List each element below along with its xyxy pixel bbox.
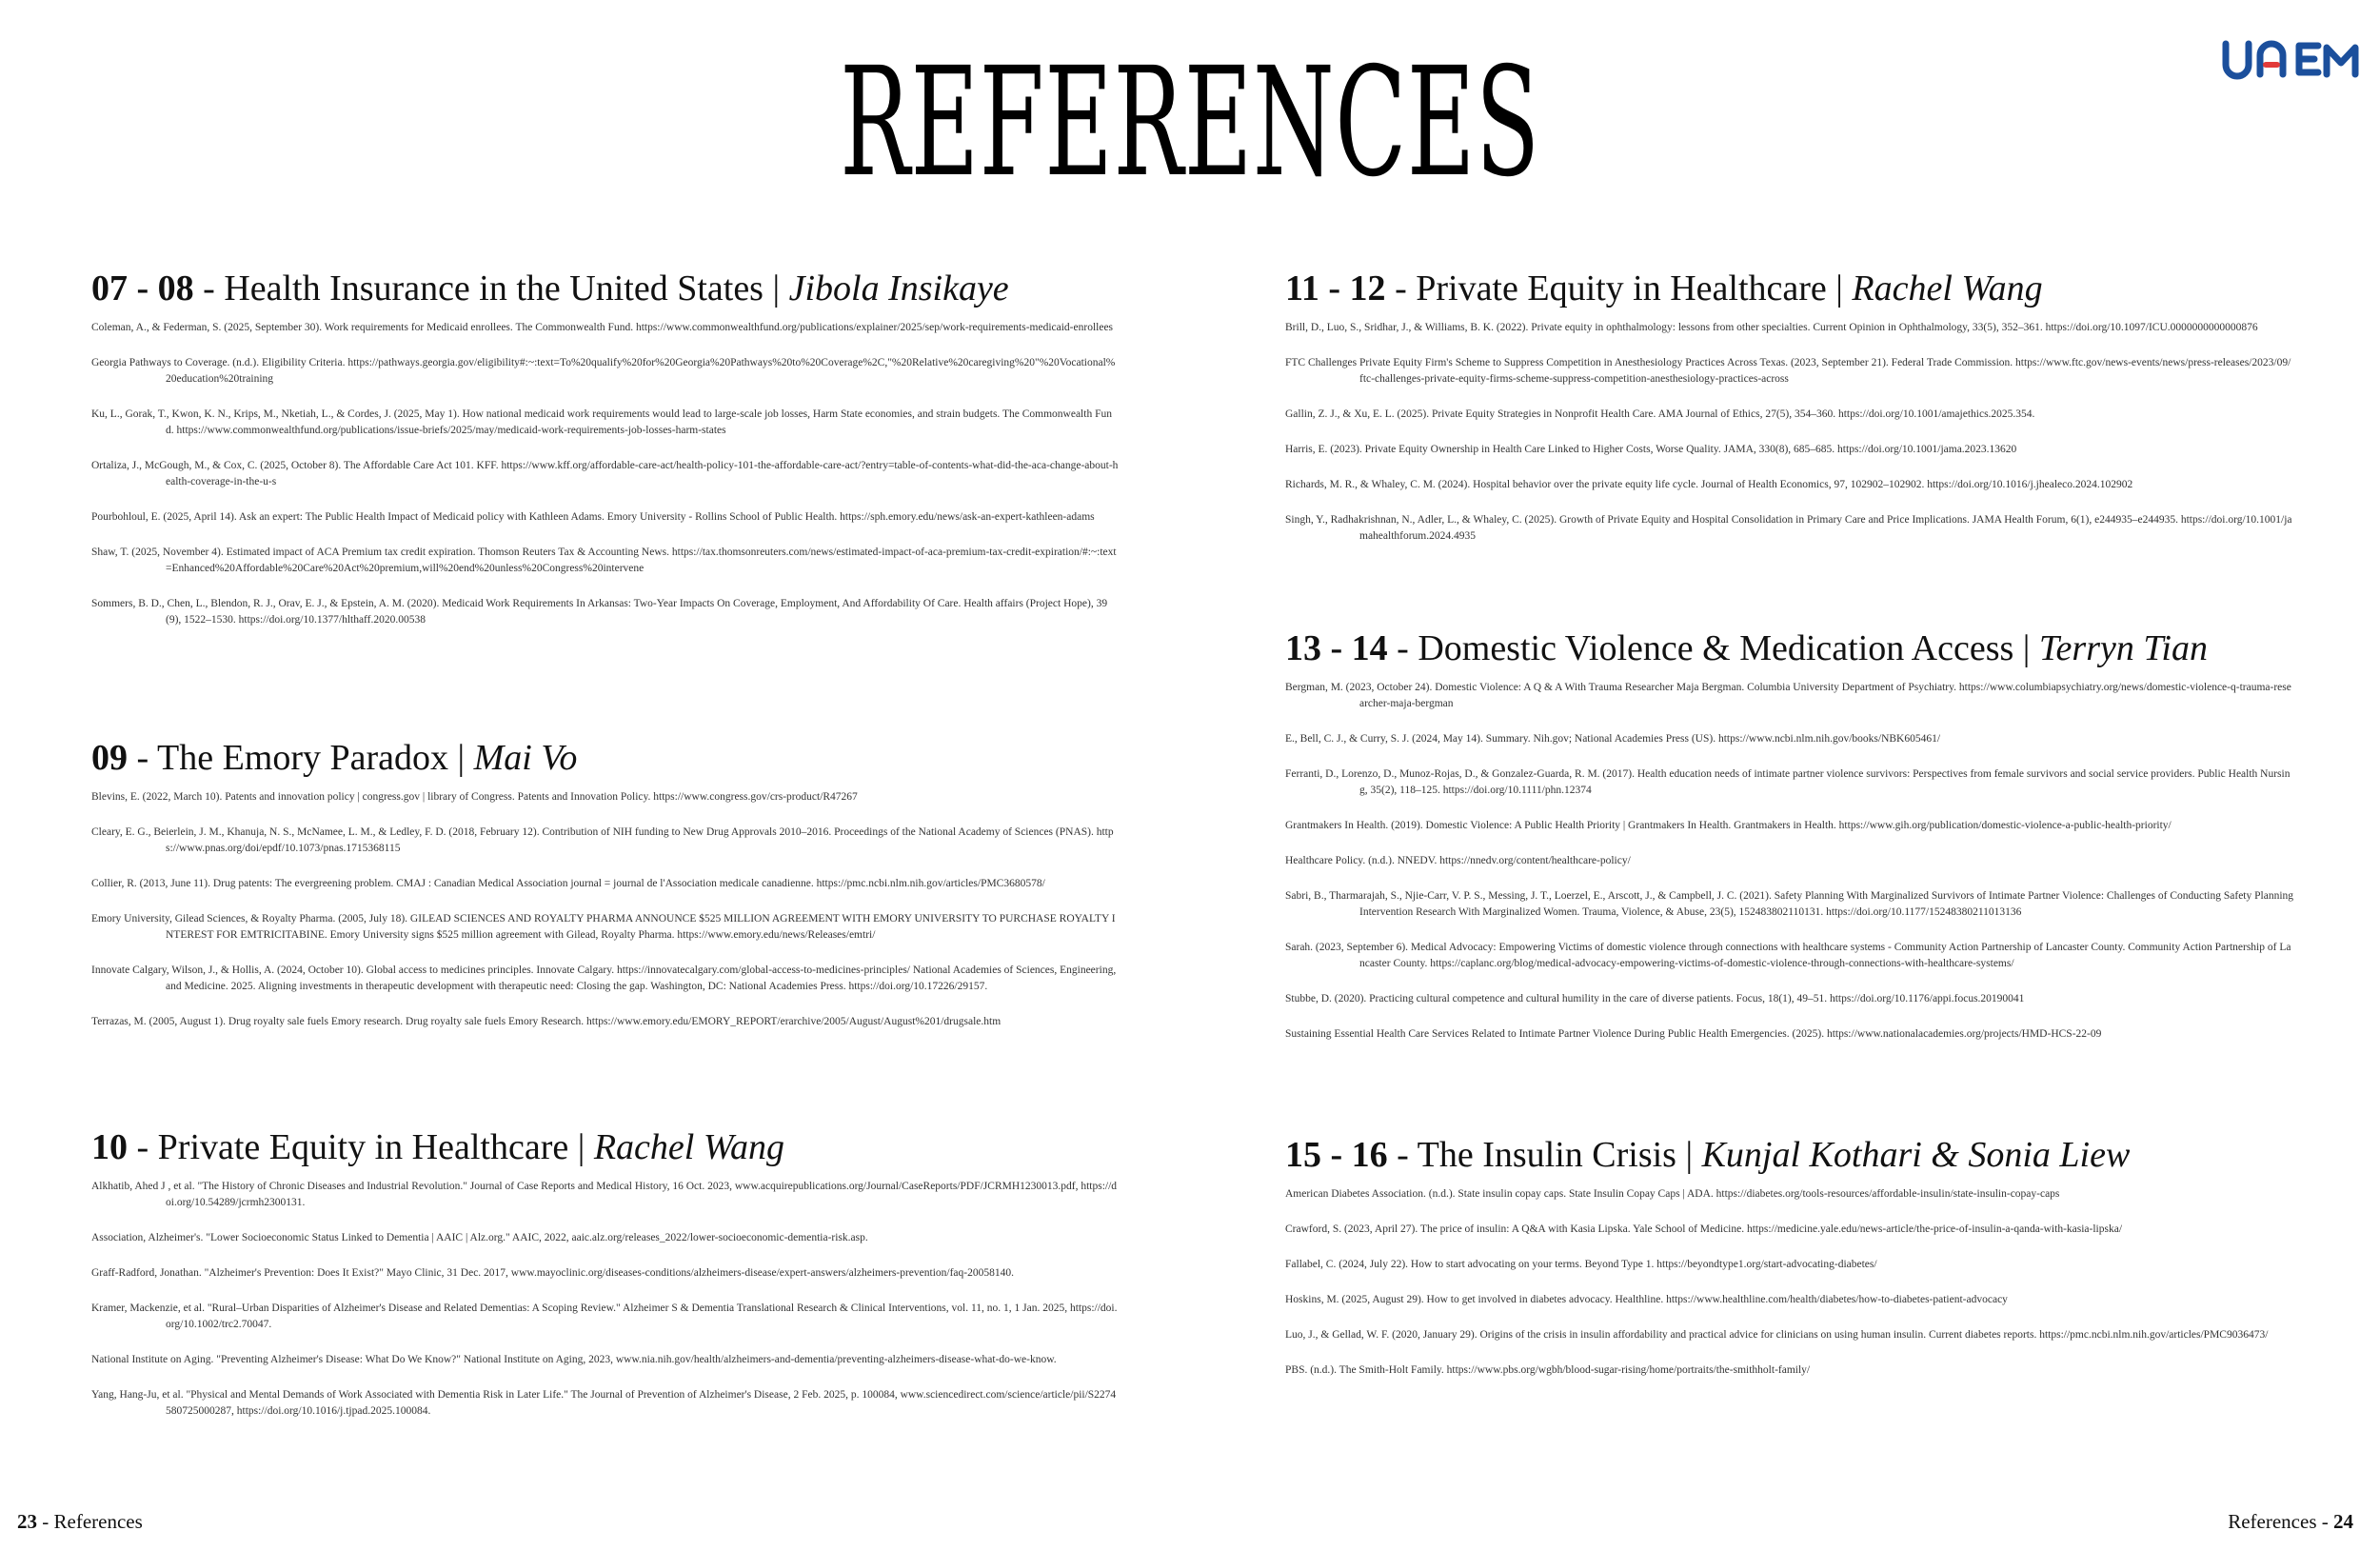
uaem-logo-icon: [2220, 36, 2363, 82]
section-pages: 09: [91, 738, 128, 778]
reference: Sarah. (2023, September 6). Medical Advocacy: Empowering Victims of domestic violence through connections with healthcare systems - Community Action Partnership of Lancaster County. Community Action Partnership of Lancaster County. https://caplanc.org/blog/medical-advocacy-empowering-victims-of-domestic-violence-through-connections-with-healthcare-systems/: [1285, 942, 2291, 969]
uaem-logo: [2220, 36, 2363, 82]
reference: Pourbohloul, E. (2025, April 14). Ask an expert: The Public Health Impact of Medicaid policy with Kathleen Adams. Emory University - Rollins School of Public Health. https://sph.emory.edu/news/ask-an-expert-kathleen-adams: [91, 511, 1095, 523]
page-number-left: 23: [17, 1510, 37, 1533]
reference: Graff-Radford, Jonathan. "Alzheimer's Prevention: Does It Exist?" Mayo Clinic, 31 Dec. 2017, www.mayoclinic.org/diseases-conditions/alzheimers-disease/expert-answers/alzheimers-prevention/faq-20058140.: [91, 1267, 1014, 1279]
section-heading: 13 - 14 - Domestic Violence & Medication Access | Terryn Tian: [1285, 628, 2208, 668]
section-author: Terryn Tian: [2038, 628, 2208, 668]
reference: Luo, J., & Gellad, W. F. (2020, January 29). Origins of the crisis in insulin affordability and practical advice for clinicians on using human insulin. Current diabetes reports. https://pmc.ncbi.nlm.nih.gov/articles/PMC9036473/: [1285, 1329, 2269, 1341]
section-title: Health Insurance in the United States: [224, 268, 764, 308]
reference: Association, Alzheimer's. "Lower Socioeconomic Status Linked to Dementia | AAIC | Alz.org." AAIC, 2022, aaic.alz.org/releases_2022/lower-socioeconomic-dementia-risk.asp.: [91, 1232, 868, 1243]
section-title: The Emory Paradox: [156, 738, 449, 778]
reference: Ferranti, D., Lorenzo, D., Munoz-Rojas, D., & Gonzalez-Guarda, R. M. (2017). Health education needs of intimate partner violence survivors: Perspectives from female survivors and social service providers. Public Health Nursing, 35(2), 118–125. https://doi.org/10.1111/phn.12374: [1285, 768, 2291, 796]
reference: National Institute on Aging. "Preventing Alzheimer's Disease: What Do We Know?" National Institute on Aging, 2023, www.nia.nih.gov/health/alzheimers-and-dementia/preventing-alzheimers-disease-what-do-we-know.: [91, 1354, 1057, 1365]
reference: Terrazas, M. (2005, August 1). Drug royalty sale fuels Emory research. Drug royalty sale fuels Emory Research. https://www.emory.edu/EMORY_REPORT/erarchive/2005/August/August%201/drugsale.htm: [91, 1016, 1002, 1027]
reference: E., Bell, C. J., & Curry, S. J. (2024, May 14). Summary. Nih.gov; National Academies Press (US). https://www.ncbi.nlm.nih.gov/books/NBK605461/: [1285, 733, 1941, 745]
page-number-right: 24: [2333, 1510, 2353, 1533]
reference: Shaw, T. (2025, November 4). Estimated impact of ACA Premium tax credit expiration. Thomson Reuters Tax & Accounting News. https://tax.thomsonreuters.com/news/estimated-impact-of-aca-premium-tax-credit-expiration/#:~:text=Enhanced%20Affordable%20Care%20Act%20premium,will%20end%20unless%20Congress%20intervene: [91, 547, 1117, 574]
footer-dash: -: [42, 1510, 50, 1533]
reference: Bergman, M. (2023, October 24). Domestic Violence: A Q & A With Trauma Researcher Maja Bergman. Columbia University Department of Psychiatry. https://www.columbiapsychiatry.org/news/domestic-violence-q-trauma-researcher-maja-bergman: [1285, 682, 2291, 709]
reference: Blevins, E. (2022, March 10). Patents and innovation policy | congress.gov | library of Congress. Patents and Innovation Policy. https://www.congress.gov/crs-product/R47267: [91, 791, 858, 803]
reference: Richards, M. R., & Whaley, C. M. (2024). Hospital behavior over the private equity life cycle. Journal of Health Economics, 97, 102902–102902. https://doi.org/10.1016/j.jhealeco.2024.102902: [1285, 479, 2133, 490]
section-title: The Insulin Crisis: [1417, 1135, 1676, 1175]
section-heading: 10 - Private Equity in Healthcare | Rachel Wang: [91, 1127, 785, 1167]
section-pages: 13 - 14: [1285, 628, 1388, 668]
reference: Hoskins, M. (2025, August 29). How to get involved in diabetes advocacy. Healthline. https://www.healthline.com/health/diabetes/how-to-diabetes-patient-advocacy: [1285, 1294, 2008, 1305]
section-pages: 15 - 16: [1285, 1135, 1388, 1175]
reference: Yang, Hang-Ju, et al. "Physical and Mental Demands of Work Associated with Dementia Risk in Later Life." The Journal of Prevention of Alzheimer's Disease, 2 Feb. 2025, p. 100084, www.sciencedirect.com/science/article/pii/S2274580725000287, https://doi.org/10.1016/j.tjpad.2025.100084.: [91, 1389, 1117, 1417]
section-pages: 07 - 08: [91, 268, 194, 308]
dash: -: [1395, 268, 1407, 308]
reference: Coleman, A., & Federman, S. (2025, September 30). Work requirements for Medicaid enrollees. The Commonwealth Fund. https://www.commonwealthfund.org/publications/explainer/2025/sep/work-requirements-medicaid-enrollees: [91, 322, 1114, 333]
page-title: REFERENCES: [840, 35, 1540, 210]
reference: Sommers, B. D., Chen, L., Blendon, R. J., Orav, E. J., & Epstein, A. M. (2020). Medicaid Work Requirements In Arkansas: Two-Year Impacts On Coverage, Employment, And Affordability Of Care. Health affairs (Project Hope), 39(9), 1522–1530. https://doi.org/10.1377/hlthaff.2020.00538: [91, 598, 1108, 626]
reference: Kramer, Mackenzie, et al. "Rural–Urban Disparities of Alzheimer's Disease and Related Dementias: A Scoping Review." Alzheimer S & Dementia Translational Research & Clinical Interventions, vol. 11, no. 1, 1 Jan. 2025, https://doi.org/10.1002/trc2.70047.: [91, 1302, 1118, 1330]
section-title: Private Equity in Healthcare: [157, 1127, 569, 1167]
footer-left: [17, 1509, 143, 1534]
footer-label-left: References: [53, 1510, 143, 1533]
section-pages: 10: [91, 1127, 128, 1167]
section-author: Mai Vo: [473, 738, 578, 778]
reference: Stubbe, D. (2020). Practicing cultural competence and cultural humility in the care of diverse patients. Focus, 18(1), 49–51. https://doi.org/10.1176/appi.focus.20190041: [1285, 993, 2025, 1004]
section-private-equity-10: [91, 1125, 1120, 1439]
dash: -: [203, 268, 215, 308]
section-heading: 09 - The Emory Paradox | Mai Vo: [91, 738, 578, 778]
section-private-equity-11-12: [1285, 267, 2294, 564]
reference: Brill, D., Luo, S., Sridhar, J., & Williams, B. K. (2022). Private equity in ophthalmology: lessons from other specialties. Current Opinion in Ophthalmology, 33(5), 352–361. https://doi.org/10.1097/ICU.0000000000000876: [1285, 322, 2258, 333]
reference: Collier, R. (2013, June 11). Drug patents: The evergreening problem. CMAJ : Canadian Medical Association journal = journal de l'Association medicale canadienne. https://pmc.ncbi.nlm.nih.gov/articles/PMC3680578/: [91, 878, 1045, 889]
section-heading: 11 - 12 - Private Equity in Healthcare | Rachel Wang: [1285, 268, 2043, 308]
reference: Cleary, E. G., Beierlein, J. M., Khanuja, N. S., McNamee, L. M., & Ledley, F. D. (2018, February 12). Contribution of NIH funding to New Drug Approvals 2010–2016. Proceedings of the National Academy of Sciences (PNAS). https://www.pnas.org/doi/epdf/10.1073/pnas.1715368115: [91, 826, 1114, 854]
section-title: Private Equity in Healthcare: [1416, 268, 1827, 308]
footer-dash: -: [2321, 1510, 2329, 1533]
reference: PBS. (n.d.). The Smith-Holt Family. https://www.pbs.org/wgbh/blood-sugar-rising/home/portraits/the-smithholt-family/: [1285, 1364, 1811, 1376]
reference: Emory University, Gilead Sciences, & Royalty Pharma. (2005, July 18). GILEAD SCIENCES AND ROYALTY PHARMA ANNOUNCE $525 MILLION AGREEMENT WITH EMORY UNIVERSITY TO PURCHASE ROYALTY INTEREST FOR EMTRICITABINE. Emory University signs $525 million agreement with Gilead, Royalty Pharma. https://www.emory.edu/news/Releases/emtri/: [91, 913, 1116, 941]
section-domestic-violence: [1285, 626, 2294, 1062]
dash: -: [136, 738, 149, 778]
reference: Sustaining Essential Health Care Services Related to Intimate Partner Violence During Public Health Emergencies. (2025). https://www.nationalacademies.org/projects/HMD-HCS-22-09: [1285, 1028, 2102, 1040]
section-author: Rachel Wang: [1852, 268, 2043, 308]
section-health-insurance: [91, 267, 1120, 647]
section-author: Jibola Insikaye: [788, 268, 1009, 308]
footer-label-right: References: [2228, 1510, 2317, 1533]
dash: -: [1397, 1135, 1409, 1175]
reference: Fallabel, C. (2024, July 22). How to start advocating on your terms. Beyond Type 1. https://beyondtype1.org/start-advocating-diabetes/: [1285, 1259, 1877, 1270]
section-heading: 07 - 08 - Health Insurance in the United States | Jibola Insikaye: [91, 268, 1009, 308]
reference: Healthcare Policy. (n.d.). NNEDV. https://nnedv.org/content/healthcare-policy/: [1285, 855, 1631, 866]
reference: Harris, E. (2023). Private Equity Ownership in Health Care Linked to Higher Costs, Worse Quality. JAMA, 330(8), 685–685. https://doi.org/10.1001/jama.2023.13620: [1285, 444, 2017, 455]
section-title: Domestic Violence & Medication Access: [1418, 628, 2014, 668]
dash: -: [136, 1127, 149, 1167]
dash: -: [1397, 628, 1409, 668]
reference: Ku, L., Gorak, T., Kwon, K. N., Krips, M., Nketiah, L., & Cordes, J. (2025, May 1). How national medicaid work requirements would lead to large-scale job losses, Harm State economies, and strain budgets. The Commonwealth Fund. https://www.commonwealthfund.org/publications/issue-briefs/2025/may/medicaid-work-requirements-job-losses-harm-states: [91, 408, 1112, 436]
reference: Ortaliza, J., McGough, M., & Cox, C. (2025, October 8). The Affordable Care Act 101. KFF. https://www.kff.org/affordable-care-act/health-policy-101-the-affordable-care-act/?entry=table-of-contents-what-did-the-aca-change-about-health-coverage-in-the-u-s: [91, 460, 1119, 487]
footer-right: [2228, 1509, 2353, 1534]
section-pages: 11 - 12: [1285, 268, 1386, 308]
reference: Singh, Y., Radhakrishnan, N., Adler, L., & Whaley, C. (2025). Growth of Private Equity and Hospital Consolidation in Primary Care and Price Implications. JAMA Health Forum, 6(1), e244935–e244935. https://doi.org/10.1001/jamahealthforum.2024.4935: [1285, 514, 2292, 542]
reference: Crawford, S. (2023, April 27). The price of insulin: A Q&A with Kasia Lipska. Yale School of Medicine. https://medicine.yale.edu/news-article/the-price-of-insulin-a-qanda-with-kasia-lipska/: [1285, 1223, 2123, 1235]
reference: Innovate Calgary, Wilson, J., & Hollis, A. (2024, October 10). Global access to medicines principles. Innovate Calgary. https://innovatecalgary.com/global-access-to-medicines-principles/ National Academies of Sciences, Engineering, and Medicine. 2025. Aligning investments in therapeutic development with therapeutic need: Closing the gap. Washington, DC: National Academies Press. https://doi.org/10.17226/29157.: [91, 964, 1117, 992]
reference: Sabri, B., Tharmarajah, S., Njie-Carr, V. P. S., Messing, J. T., Loerzel, E., Arscott, J., & Campbell, J. C. (2021). Safety Planning With Marginalized Survivors of Intimate Partner Violence: Challenges of Conducting Safety Planning Intervention Research With Marginalized Women. Trauma, Violence, & Abuse, 23(5), 152483802110131. https://doi.org/10.1177/15248380211013136: [1285, 890, 2294, 918]
reference: Grantmakers In Health. (2019). Domestic Violence: A Public Health Priority | Grantmakers In Health. Grantmakers in Health. https://www.gih.org/publication/domestic-violence-a-public-health-priority/: [1285, 820, 2172, 831]
reference: Alkhatib, Ahed J , et al. "The History of Chronic Diseases and Industrial Revolution." Journal of Case Reports and Medical History, 16 Oct. 2023, www.acquirepublications.org/Journal/CaseReports/PDF/JCRMH1230013.pdf, https://doi.org/10.54289/jcrmh2300131.: [91, 1181, 1118, 1208]
section-author: Rachel Wang: [593, 1127, 785, 1167]
section-emory-paradox: [91, 736, 1120, 1049]
reference: American Diabetes Association. (n.d.). State insulin copay caps. State Insulin Copay Caps | ADA. https://diabetes.org/tools-resources/affordable-insulin/state-insulin-copay-caps: [1285, 1188, 2060, 1200]
reference: Gallin, Z. J., & Xu, E. L. (2025). Private Equity Strategies in Nonprofit Health Care. AMA Journal of Ethics, 27(5), 354–360. https://doi.org/10.1001/amajethics.2025.354.: [1285, 408, 2035, 420]
section-insulin-crisis: [1285, 1133, 2294, 1398]
reference: Georgia Pathways to Coverage. (n.d.). Eligibility Criteria. https://pathways.georgia.gov/eligibility#:~:text=To%20qualify%20for%20Georgia%20Pathways%20to%20Coverage%2C,"%20Relative%20caregiving%20"%20Vocational%20education%20training: [91, 357, 1116, 385]
section-author: Kunjal Kothari & Sonia Liew: [1701, 1135, 2131, 1175]
reference: FTC Challenges Private Equity Firm's Scheme to Suppress Competition in Anesthesiology Practices Across Texas. (2023, September 21). Federal Trade Commission. https://www.ftc.gov/news-events/news/press-releases/2023/09/ftc-challenges-private-equity-firms-scheme-suppress-competition-anesthesiology-practices-across: [1285, 357, 2291, 385]
section-heading: 15 - 16 - The Insulin Crisis | Kunjal Kothari & Sonia Liew: [1285, 1135, 2131, 1175]
